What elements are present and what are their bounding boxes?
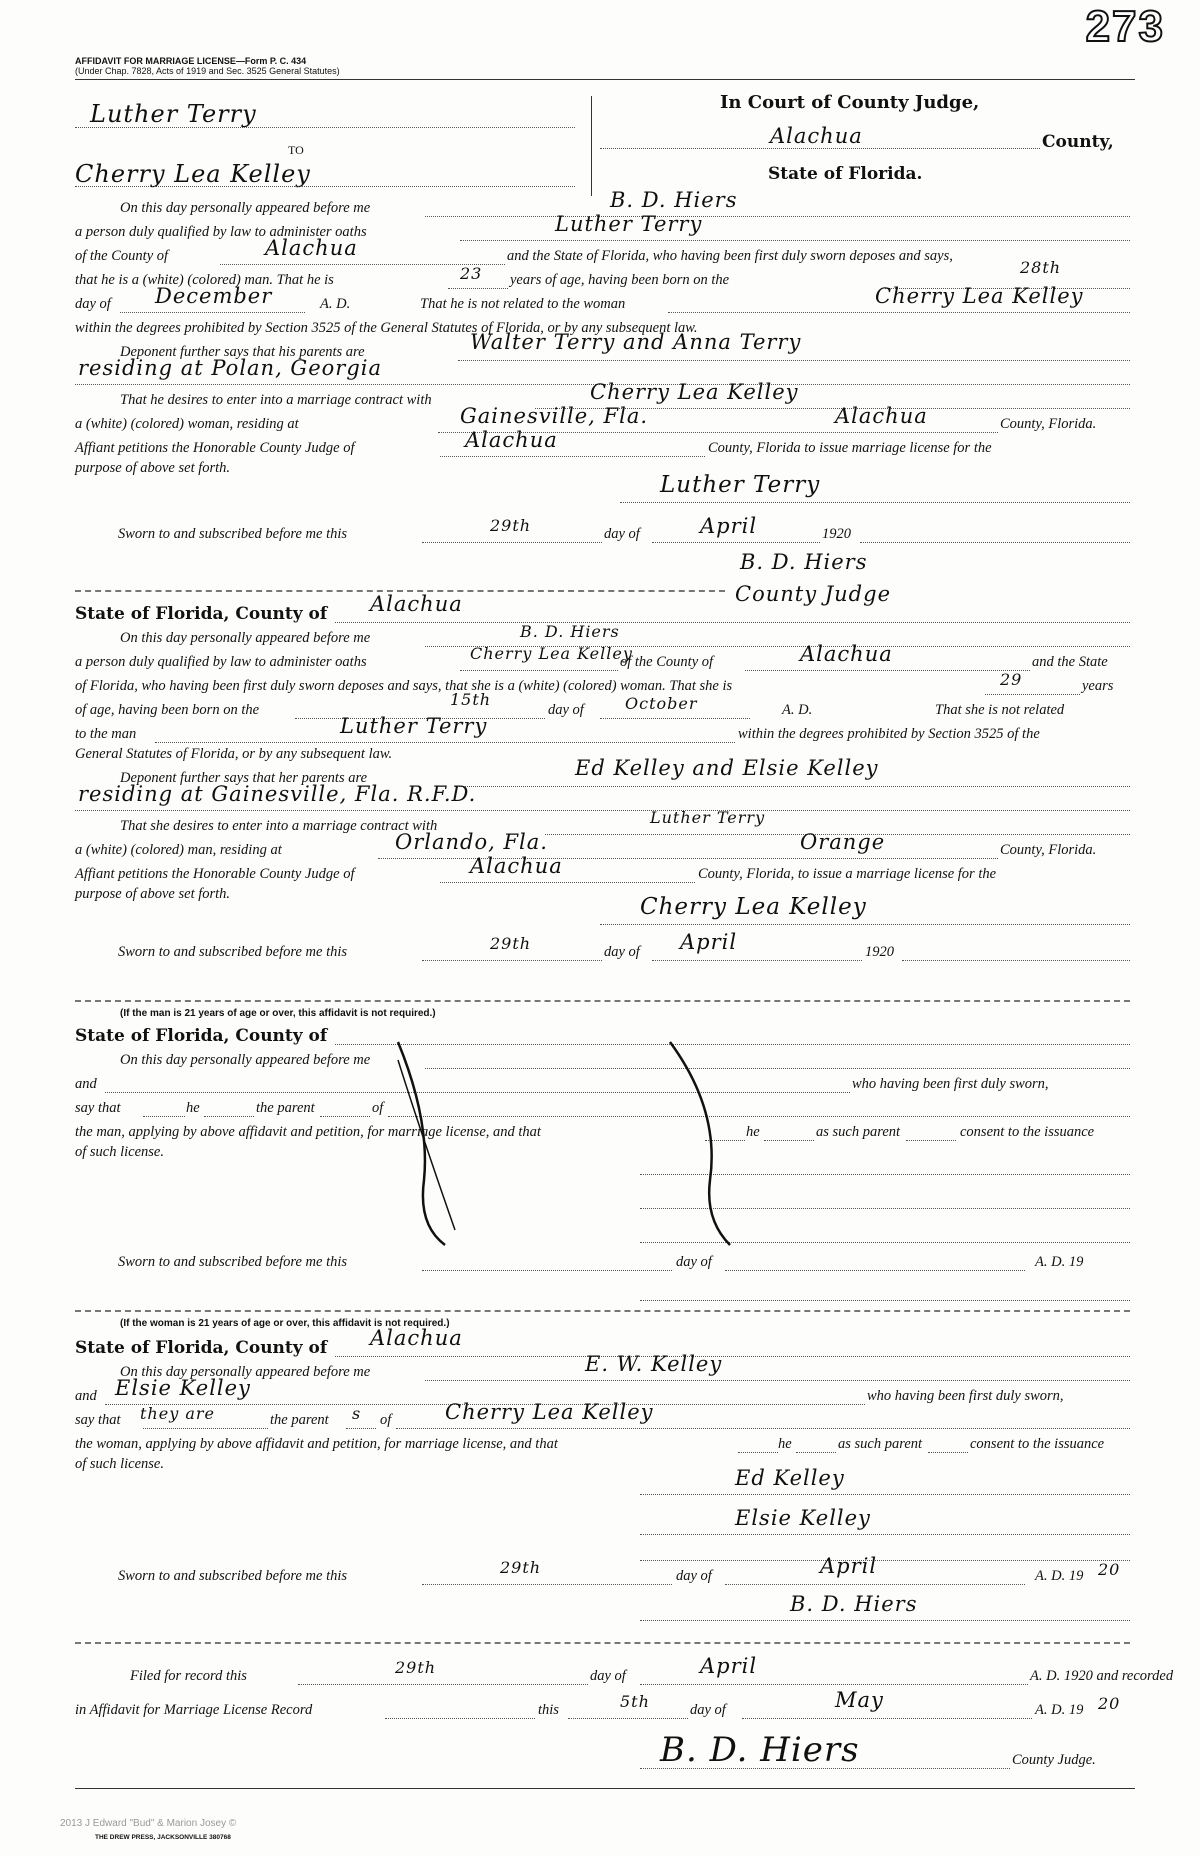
woman-l4c: A. D. [782,702,813,718]
woman-l9a: a (white) (colored) man, residing at [75,842,282,858]
court-heading: In Court of County Judge, [720,92,980,113]
rule-line [422,1584,672,1585]
woman-l10a: Affiant petitions the Honorable County Judge of [75,866,355,882]
woman-age-hw: 29 [1000,670,1023,689]
man-woman-hw: Cherry Lea Kelley [875,284,1084,308]
man-l5c: That he is not related to the woman [420,296,626,312]
woman-l8: That she desires to enter into a marriage contract with [120,818,438,834]
woman-l2c: and the State [1032,654,1108,670]
woman-parent-sworn-month-hw: April [820,1554,878,1578]
woman-l7: Deponent further says that her parents are [120,770,368,786]
woman-parent-note: (If the woman is 21 years of age or over, this affidavit is not required.) [120,1318,450,1329]
woman-judge-hw: B. D. Hiers [520,622,620,641]
rule-line [928,1452,968,1453]
header-state: State of Florida. [768,164,923,184]
woman-parent-l3c: of [380,1412,392,1428]
man-l6: within the degrees prohibited by Section 3525 of the General Statutes of Florida, or by any subsequent law. [75,320,698,336]
rule-line [396,1428,1130,1429]
rule-line [796,1452,836,1453]
woman-parent-l2b: who having been first duly sworn, [867,1388,1064,1404]
rule-line [143,1428,268,1429]
woman-parent-l4c: as such parent [838,1436,923,1452]
woman-parent-judge-hw: B. D. Hiers [790,1592,918,1616]
man-age-hw: 23 [460,264,483,283]
woman-parent-l4b: he [778,1436,792,1452]
rule-line [640,1620,1130,1621]
woman-petition-county-hw: Alachua [470,854,563,878]
woman-parents-hw: Ed Kelley and Elsie Kelley [575,756,879,780]
woman-parent-l4d: consent to the issuance [970,1436,1105,1452]
man-l4b: years of age, having been born on the [510,272,730,288]
filed-day-hw: 29th [395,1658,437,1677]
filed-month2-hw: May [835,1688,884,1712]
man-l10a: Affiant petitions the Honorable County Judge of [75,440,355,456]
woman-l2: a person duly qualified by law to administer oaths [75,654,367,670]
rule-line [640,1494,1130,1495]
man-parent-l4b: he [746,1124,760,1140]
woman-l4a: of age, having been born on the [75,702,260,718]
woman-man-hw: Luther Terry [340,714,488,738]
man-sworn-month-hw: April [700,514,758,538]
man-sworn-day-hw: 29th [490,516,532,535]
man-l7: Deponent further says that his parents are [120,344,365,360]
man-parent-l4c: as such parent [816,1124,901,1140]
man-parent-l4d: consent to the issuance [960,1124,1095,1140]
woman-parent-heading: State of Florida, County of [75,1338,328,1358]
man-parent-sworn-b: day of [676,1254,712,1270]
to-label: TO [288,143,304,157]
rule-line [425,1380,1130,1381]
man-parents-res-hw: residing at Polan, Georgia [78,356,382,380]
man-l2: a person duly qualified by law to administer oaths [75,224,367,240]
man-parent-l2b: who having been first duly sworn, [852,1076,1049,1092]
woman-sworn-day-hw: 29th [490,934,532,953]
header-county-label: County, [1042,132,1114,152]
man-affiant-hw: Luther Terry [555,212,703,236]
filed-l3: County Judge. [1012,1752,1096,1768]
man-signature: Luther Terry [660,472,821,498]
man-l3a: of the County of [75,248,169,264]
man-parent-l3b: he [186,1100,200,1116]
woman-parent-l1: On this day personally appeared before me [120,1364,371,1380]
filed-l2c: day of [690,1702,726,1718]
filed-l2b: this [538,1702,559,1718]
filed-judge-signature: B. D. Hiers [660,1730,860,1770]
woman-parent-they-hw: they are [140,1404,215,1423]
woman-parents-res-hw: residing at Gainesville, Fla. R.F.D. [78,782,477,806]
woman-parent-l4a: the woman, applying by above affidavit and petition, for marriage license, and that [75,1436,558,1452]
man-l9a: a (white) (colored) woman, residing at [75,416,299,432]
woman-county2-hw: Alachua [800,642,893,666]
woman-residing-county-hw: Orange [800,830,886,854]
woman-born-month-hw: October [625,694,698,713]
man-residing-county-hw: Alachua [835,404,928,428]
woman-sworn-year: 1920 [865,944,894,960]
woman-parent-sworn-day-hw: 29th [500,1558,542,1577]
woman-parent-appeared-hw: E. W. Kelley [585,1352,723,1376]
man-born-day-hw: 28th [1020,258,1062,277]
man-l3b: and the State of Florida, who having been first duly sworn deposes and says, [507,248,953,264]
filed-l1a: Filed for record this [130,1668,247,1684]
man-parent-heading: State of Florida, County of [75,1026,328,1046]
filed-year2-hw: 20 [1098,1694,1121,1713]
filed-l1c: A. D. 1920 and recorded [1030,1668,1174,1684]
man-l10b: County, Florida to issue marriage license for the [708,440,992,456]
man-parent-note: (If the man is 21 years of age or over, this affidavit is not required.) [120,1008,436,1019]
woman-parent-l3a: say that [75,1412,121,1428]
woman-l4b: day of [548,702,584,718]
rule-line [725,1584,1025,1585]
woman-parent-l5: of such license. [75,1456,164,1472]
man-petition-county-hw: Alachua [465,428,558,452]
woman-l9b: County, Florida. [1000,842,1097,858]
printer-mark: THE DREW PRESS, JACKSONVILLE 380768 [95,1834,231,1841]
woman-sworn-b: day of [604,944,640,960]
rule-line [335,1356,1130,1357]
rule-line [385,1718,535,1719]
form-title: AFFIDAVIT FOR MARRIAGE LICENSE—Form P. C. 434 [75,56,307,66]
woman-parent-sig1: Ed Kelley [735,1466,845,1490]
woman-signature: Cherry Lea Kelley [640,894,867,920]
rule-line [742,1718,1032,1719]
woman-county-hw: Alachua [370,592,463,616]
man-born-month-hw: December [155,284,273,308]
woman-parent-sworn-c: A. D. 19 [1035,1568,1084,1584]
woman-parent-l3b: the parent [270,1412,329,1428]
rule-line [640,1768,1010,1769]
bride-name: Cherry Lea Kelley [75,160,311,188]
rule-line [640,1534,1130,1535]
woman-parent-and-hw: Elsie Kelley [115,1376,251,1400]
man-l5b: A. D. [320,296,351,312]
woman-sworn-month-hw: April [680,930,738,954]
man-judge-title: County Judge [735,582,891,606]
man-parent-sworn-c: A. D. 19 [1035,1254,1084,1270]
page-number: 273 [1085,2,1165,51]
woman-l10b: County, Florida, to issue a marriage license for the [698,866,997,882]
footer-rule [75,1788,1135,1789]
filed-l2a: in Affidavit for Marriage License Record [75,1702,313,1718]
woman-affiant-hw: Cherry Lea Kelley [470,644,633,663]
woman-l11: purpose of above set forth. [75,886,231,902]
man-l4a: that he is a (white) (colored) man. That he is [75,272,334,288]
woman-heading: State of Florida, County of [75,604,328,624]
man-residing-hw: Gainesville, Fla. [460,404,649,428]
header-county-hw: Alachua [770,124,863,148]
man-l8: That he desires to enter into a marriage contract with [120,392,432,408]
woman-parent-sworn-a: Sworn to and subscribed before me this [118,1568,348,1584]
woman-contract-hw: Luther Terry [650,808,766,827]
man-parent-l3d: of [372,1100,384,1116]
man-l1: On this day personally appeared before me [120,200,371,216]
rule-line [298,1684,588,1685]
woman-parent-plural-hw: s [352,1404,362,1423]
man-judge-sig: B. D. Hiers [740,550,868,574]
groom-name: Luther Terry [90,100,257,128]
man-parent-l5: of such license. [75,1144,164,1160]
woman-parent-county-hw: Alachua [370,1326,463,1350]
woman-l5a: to the man [75,726,137,742]
man-parent-l3a: say that [75,1100,121,1116]
man-l5a: day of [75,296,111,312]
man-parent-sworn-a: Sworn to and subscribed before me this [118,1254,348,1270]
woman-l6: General Statutes of Florida, or by any subsequent law. [75,746,393,762]
man-parent-l2a: and [75,1076,97,1092]
man-l11: purpose of above set forth. [75,460,231,476]
woman-parent-sworn-b: day of [676,1568,712,1584]
divider-4 [75,1642,1130,1644]
man-parents-hw: Walter Terry and Anna Terry [470,330,802,354]
form-subtitle: (Under Chap. 7828, Acts of 1919 and Sec. 3525 General Statutes) [75,66,340,76]
man-sworn-a: Sworn to and subscribed before me this [118,526,348,542]
woman-born-day-hw: 15th [450,690,492,709]
woman-l3a: of Florida, who having been first duly sworn deposes and says, that she is a (white) (colored) woman. That she is [75,678,733,694]
man-judge-hw: B. D. Hiers [610,188,738,212]
woman-parent-sworn-year-hw: 20 [1098,1560,1121,1579]
rule-line [346,1428,376,1429]
man-parent-l4a: the man, applying by above affidavit and petition, for marriage license, and that [75,1124,541,1140]
man-contract-hw: Cherry Lea Kelley [590,380,799,404]
filed-month-hw: April [700,1654,758,1678]
copyright-credit: 2013 J Edward "Bud" & Marion Josey © [60,1818,237,1829]
woman-parent-of-hw: Cherry Lea Kelley [445,1400,654,1424]
rule-line [640,1560,1130,1561]
woman-parent-l2a: and [75,1388,97,1404]
woman-residing-hw: Orlando, Fla. [395,830,548,854]
woman-l4d: That she is not related [935,702,1065,718]
filed-day2-hw: 5th [620,1692,650,1711]
man-parent-l1: On this day personally appeared before me [120,1052,371,1068]
man-l9b: County, Florida. [1000,416,1097,432]
man-sworn-year: 1920 [822,526,851,542]
rule-line [568,1718,688,1719]
woman-l1: On this day personally appeared before me [120,630,371,646]
man-county-hw: Alachua [265,236,358,260]
rule-line [640,1684,1028,1685]
woman-parent-sig2: Elsie Kelley [735,1506,871,1530]
filed-l1b: day of [590,1668,626,1684]
woman-l3b: years [1082,678,1114,694]
rule-line [738,1452,778,1453]
woman-l5b: within the degrees prohibited by Section 3525 of the [738,726,1040,742]
divider-3 [75,1310,1130,1312]
woman-sworn-a: Sworn to and subscribed before me this [118,944,348,960]
man-sworn-b: day of [604,526,640,542]
filed-l2d: A. D. 19 [1035,1702,1084,1718]
man-parent-l3c: the parent [256,1100,315,1116]
woman-l2b: of the County of [620,654,714,670]
